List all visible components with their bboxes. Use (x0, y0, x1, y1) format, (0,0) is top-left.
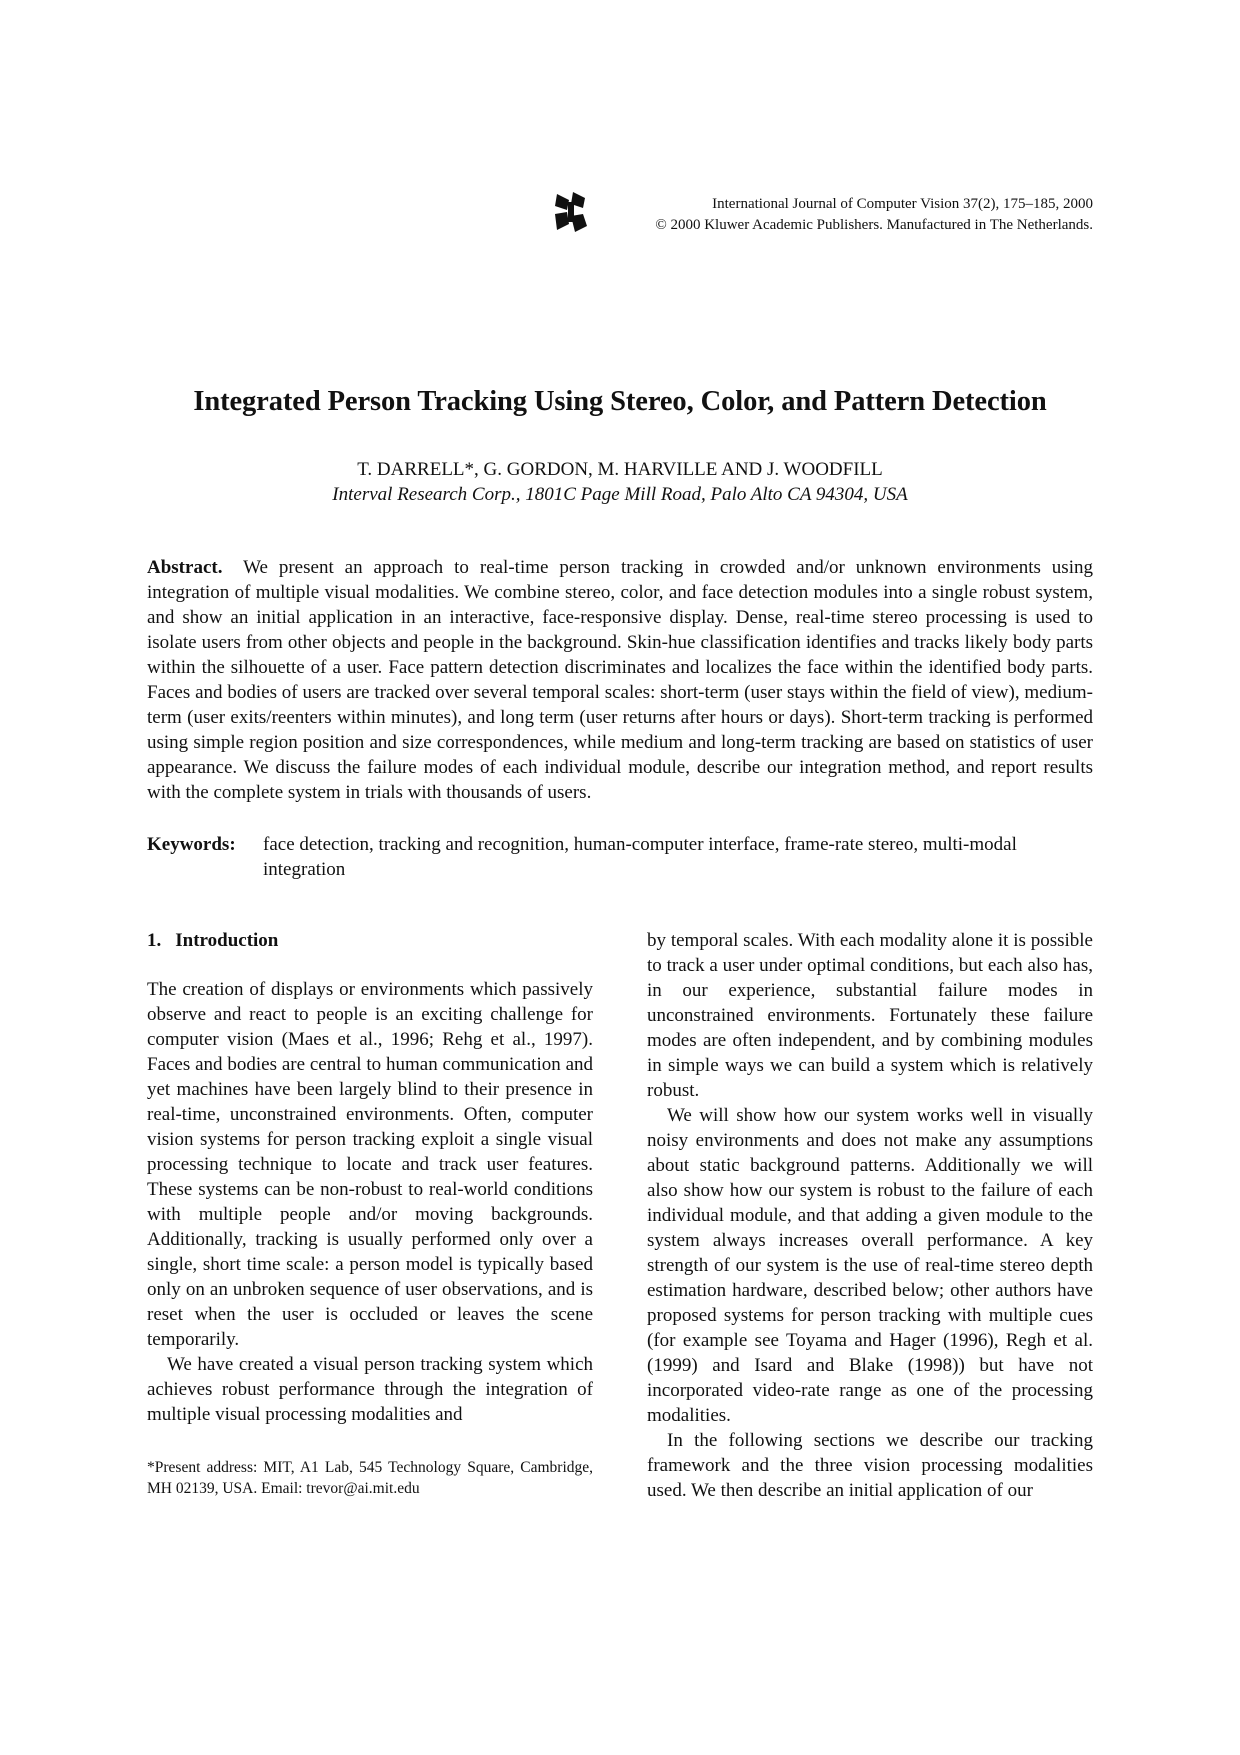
paragraph: We will show how our system works well in visually noisy environments and does not make any assumptions about static background patterns. Additionally we will also show how our system is robust to the failure of each individual module, and that adding a given module to the system always increases overall performance. A key strength of our system is the use of real-time stereo depth estimation hardware, described below; other authors have proposed systems for person tracking with multiple cues (for example see Toyama and Hager (1996), Regh et al. (1999) and Isard and Blake (1998)) but have not incorporated video-rate range as one of the processing modalities. (647, 1105, 1093, 1426)
copyright-line: © 2000 Kluwer Academic Publishers. Manufactured in The Netherlands. (655, 217, 1093, 233)
paper-title: Integrated Person Tracking Using Stereo, Color, and Pattern Detection (193, 386, 1047, 417)
author-block (0, 457, 1240, 507)
section-heading (147, 928, 593, 953)
abstract (147, 555, 1093, 805)
paragraph: The creation of displays or environments which passively observe and react to people is an exciting challenge for computer vision (Maes et al., 1996; Rehg et al., 1997). Faces and bodies are central to human communication and yet machines have been largely blind to their presence in real-time, unconstrained environments. Often, computer vision systems for person tracking exploit a single visual processing technique to locate and track user features. These systems can be non-robust to real-world conditions with multiple people and/or moving backgrounds. Additionally, tracking is usually performed only over a single, short time scale: a person model is typically based only on an unbroken sequence of user observations, and is reset when the user is occluded or leaves the scene temporarily. (147, 979, 593, 1350)
left-column (147, 928, 593, 1427)
journal-header (553, 190, 1093, 234)
publisher-logo-icon (553, 190, 589, 234)
footnote: *Present address: MIT, A1 Lab, 545 Technology Square, Cambridge, MH 02139, USA. Email: trevor@ai.mit.edu (147, 1459, 593, 1497)
keywords-label: Keywords: (147, 834, 236, 855)
author-list: T. DARRELL*, G. GORDON, M. HARVILLE AND J. WOODFILL (357, 459, 883, 480)
paragraph: by temporal scales. With each modality alone it is possible to track a user under optimal conditions, but each also has, in our experience, substantial failure modes in unconstrained environments. Fortunately these failure modes are often independent, and by combining modules in simple ways we can build a system which is relatively robust. (647, 930, 1093, 1101)
abstract-label: Abstract. (147, 557, 223, 578)
affiliation: Interval Research Corp., 1801C Page Mill Road, Palo Alto CA 94304, USA (332, 484, 908, 505)
keywords (147, 832, 1093, 882)
section-title: Introduction (175, 930, 279, 951)
paragraph: In the following sections we describe our tracking framework and the three vision processing modalities used. We then describe an initial application of our (647, 1430, 1093, 1501)
keywords-text: face detection, tracking and recognition, human-computer interface, frame-rate stereo, multi-modal integration (263, 834, 1017, 880)
right-column (647, 928, 1093, 1503)
journal-line: International Journal of Computer Vision 37(2), 175–185, 2000 (712, 196, 1093, 212)
abstract-text: We present an approach to real-time person tracking in crowded and/or unknown environments using integration of multiple visual modalities. We combine stereo, color, and face detection modules into a single robust system, and show an initial application in an interactive, face-responsive display. Dense, real-time stereo processing is used to isolate users from other objects and people in the background. Skin-hue classification identifies and tracks likely body parts within the silhouette of a user. Face pattern detection discriminates and localizes the face within the identified body parts. Faces and bodies of users are tracked over several temporal scales: short-term (user stays within the field of view), medium-term (user exits/reenters within minutes), and long term (user returns after hours or days). Short-term tracking is performed using simple region position and size correspondences, while medium and long-term tracking are based on statistics of user appearance. We discuss the failure modes of each individual module, describe our integration method, and report results with the complete system in trials with thousands of users. (147, 557, 1093, 803)
section-number: 1. (147, 930, 162, 951)
paragraph: We have created a visual person tracking system which achieves robust performance through the integration of multiple visual processing modalities and (147, 1354, 593, 1425)
journal-citation (655, 194, 1093, 236)
